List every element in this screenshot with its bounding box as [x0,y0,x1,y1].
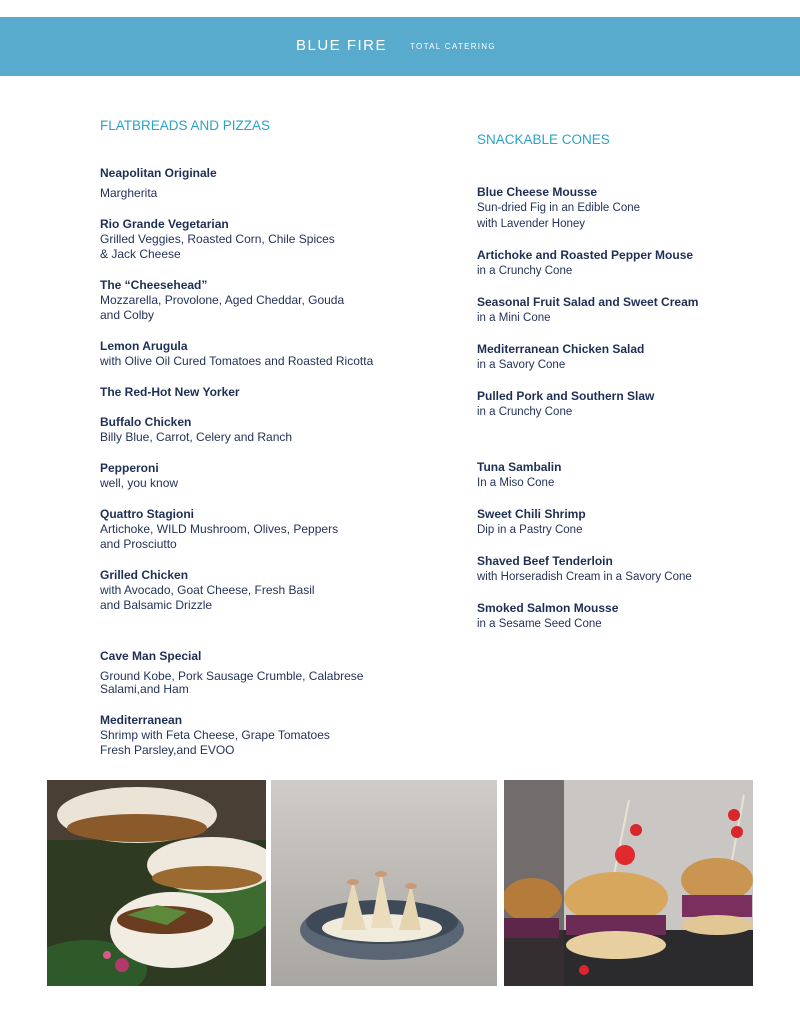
item-desc: with Olive Oil Cured Tomatoes and Roasted Ricotta [100,354,374,368]
item-desc: In a Miso Cone [477,477,555,489]
item-name: The “Cheesehead” [100,278,208,292]
item-name: Blue Cheese Mousse [477,185,598,199]
item-desc: and Colby [100,308,155,322]
item-name: Smoked Salmon Mousse [477,601,619,615]
menu-item [100,415,292,445]
item-name: Seasonal Fruit Salad and Sweet Cream [477,295,699,309]
item-desc: with Avocado, Goat Cheese, Fresh Basil [100,583,315,597]
menu-item [100,568,315,613]
brand-name: BLUE FIRE [296,37,388,54]
menu-item [477,601,618,632]
section-title-cones: SNACKABLE CONES [477,132,610,147]
menu-item [477,554,692,585]
item-name: Tuna Sambalin [477,460,562,474]
item-name: Artichoke and Roasted Pepper Mouse [477,248,694,262]
item-desc: and Prosciutto [100,537,177,551]
item-name: Lemon Arugula [100,339,188,353]
item-desc: well, you know [100,476,179,490]
menu-item [477,507,586,538]
item-desc: and Balsamic Drizzle [100,598,213,612]
item-name: Shaved Beef Tenderloin [477,554,613,568]
item-desc: Artichoke, WILD Mushroom, Olives, Peppers [100,522,339,536]
item-name: Cave Man Special [100,649,202,663]
menu-item [477,295,698,326]
item-desc: in a Sesame Seed Cone [477,618,602,630]
item-name: Quattro Stagioni [100,507,194,521]
brand-tagline: TOTAL CATERING [410,42,496,51]
item-desc: Fresh Parsley,and EVOO [100,743,235,757]
item-desc: Mozzarella, Provolone, Aged Cheddar, Gouda [100,293,345,307]
menu-item [100,713,330,758]
item-name: Mediterranean Chicken Salad [477,342,645,356]
menu-item [100,649,363,696]
item-desc: in a Mini Cone [477,312,551,324]
item-desc: Shrimp with Feta Cheese, Grape Tomatoes [100,728,330,742]
item-desc: Billy Blue, Carrot, Celery and Ranch [100,430,293,444]
item-name: Rio Grande Vegetarian [100,217,229,231]
item-desc: in a Crunchy Cone [477,406,573,418]
menu-item [100,385,240,400]
menu-item [477,248,693,279]
item-desc: Margherita [100,186,158,200]
cones-bowl-photo [271,780,497,986]
menu-item [477,460,561,491]
sliders-photo [504,780,753,986]
item-desc: in a Savory Cone [477,359,566,371]
item-name: Neapolitan Originale [100,166,217,180]
header-banner [0,17,800,76]
menu-item [477,389,654,420]
item-desc: Ground Kobe, Pork Sausage Crumble, Calabrese [100,669,364,683]
menu-item [100,507,338,552]
item-desc: with Horseradish Cream in a Savory Cone [477,571,692,583]
item-name: Pepperoni [100,461,159,475]
menu-item [100,278,344,323]
item-desc: in a Crunchy Cone [477,265,573,277]
item-desc: Sun-dried Fig in an Edible Cone [477,202,641,214]
menu-item [477,185,640,232]
item-desc: Dip in a Pastry Cone [477,524,583,536]
section-title-flatbreads: FLATBREADS AND PIZZAS [100,118,271,133]
item-name: Mediterranean [100,713,183,727]
item-desc: Salami,and Ham [100,682,189,696]
menu-item [100,461,178,491]
item-desc: with Lavender Honey [477,218,586,230]
item-name: Sweet Chili Shrimp [477,507,586,521]
item-name: Pulled Pork and Southern Slaw [477,389,655,403]
menu-item [100,166,217,201]
item-desc: Grilled Veggies, Roasted Corn, Chile Spices [100,232,335,246]
item-name: The Red-Hot New Yorker [100,385,240,399]
item-desc: & Jack Cheese [100,247,181,261]
menu-item [100,217,335,262]
item-name: Buffalo Chicken [100,415,192,429]
item-name: Grilled Chicken [100,568,189,582]
bao-buns-photo [47,780,266,986]
menu-item [100,339,373,369]
menu-item [477,342,644,373]
